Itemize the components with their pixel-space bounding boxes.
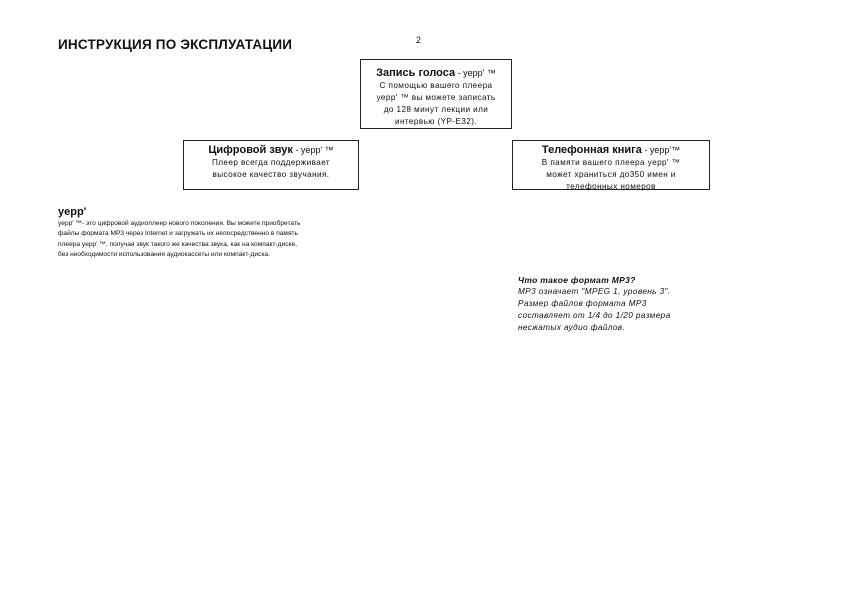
intro-line: плеера yepp' ™, получая звук такого же качества звука, как на компакт-диске, (58, 240, 297, 248)
voice-recording-brand: - yepp' ™ (455, 68, 496, 78)
mp3-line: MP3 означает "MPEG 1, уровень 3". (518, 287, 671, 296)
voice-recording-heading (365, 66, 507, 80)
mp3-line: составляет от 1/4 до 1/20 размера (518, 311, 671, 320)
mp3-note-title: Что такое формат MP3? (518, 275, 636, 285)
mp3-line: Размер файлов формата MP3 (518, 299, 647, 308)
mp3-line: несжатых аудио файлов. (518, 323, 626, 332)
intro-line: файлы формата MP3 через Internet и загружать их непосредственно в память (58, 230, 298, 238)
voice-recording-title: Запись голоса (376, 67, 456, 79)
page-title: ИНСТРУКЦИЯ ПО ЭКСПЛУАТАЦИИ (58, 37, 293, 52)
phone-book-brand: - yepp'™ (641, 145, 681, 155)
digital-sound-text (188, 157, 354, 181)
digital-sound-box (183, 140, 359, 190)
digital-sound-brand: - yepp' ™ (292, 145, 334, 155)
intro-line: yepp' ™- это цифровой аудиоплеер нового поколения. Вы можете приобретать (58, 220, 301, 227)
intro-section (58, 206, 368, 261)
voice-line: интервью (YP-E32). (394, 117, 478, 126)
digital-sound-title: Цифровой звук (208, 144, 293, 156)
mp3-note (518, 274, 718, 334)
voice-recording-box (360, 59, 512, 129)
digital-line: Плеер всегда поддерживает (211, 158, 331, 167)
page-number: 2 (416, 35, 422, 45)
phone-line: В памяти вашего плеера yepp' ™ (541, 158, 681, 167)
phone-book-title: Телефонная книга (541, 144, 642, 156)
intro-title: yepp' (58, 206, 87, 218)
phone-line: телефонных номеров (566, 182, 656, 191)
phone-book-heading (517, 143, 705, 157)
voice-recording-text (365, 80, 507, 128)
mp3-note-text (518, 286, 718, 334)
digital-line: высокое качество звучания. (212, 170, 330, 179)
intro-line: без необходимости использования аудиокассеты или компакт-диска. (58, 251, 270, 259)
voice-line: yepp' ™ вы можете записать (376, 93, 496, 102)
digital-sound-heading (188, 143, 354, 157)
phone-book-box (512, 140, 710, 190)
voice-line: С помощью вашего плеера (379, 81, 493, 90)
intro-paragraph (58, 219, 368, 261)
phone-line: может храниться до350 имен и (546, 170, 676, 179)
voice-line: до 128 минут лекции или (383, 105, 489, 114)
phone-book-text (517, 157, 705, 193)
